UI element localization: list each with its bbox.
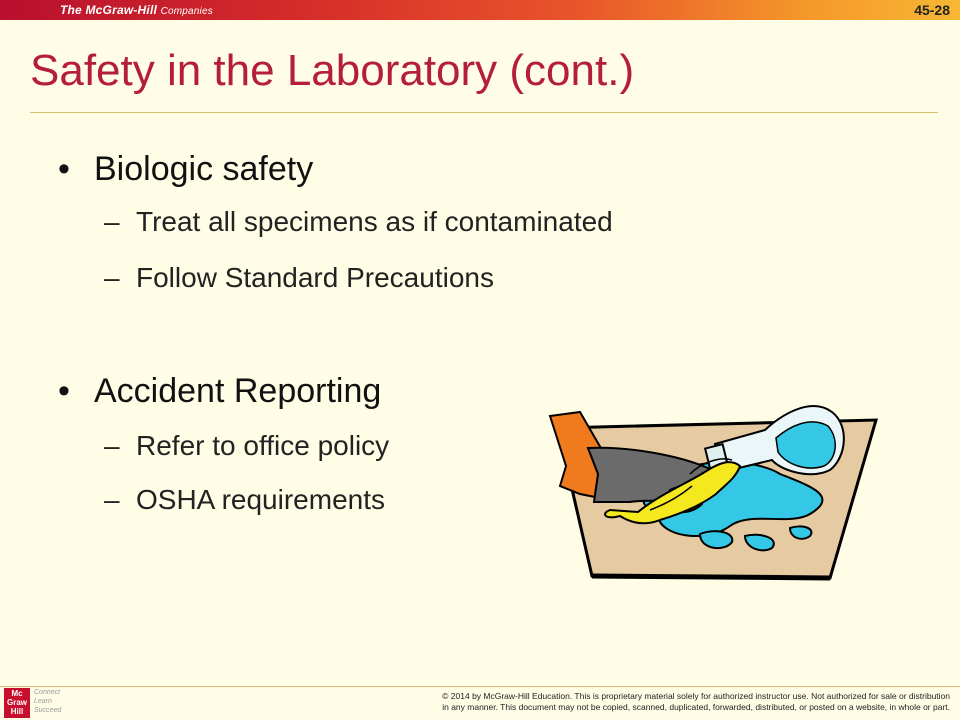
logo-tagline: Connect Learn Succeed <box>34 689 62 714</box>
slide-title: Safety in the Laboratory (cont.) <box>30 46 635 95</box>
slide-number: 45-28 <box>914 2 950 18</box>
bullet-item: • Accident Reporting <box>58 372 382 410</box>
bullet-item: • Biologic safety <box>58 150 314 188</box>
sub-bullet-item: – OSHA requirements <box>104 484 385 515</box>
title-divider <box>30 112 938 113</box>
header-bar <box>0 0 960 20</box>
sub-bullet-item: – Refer to office policy <box>104 430 390 461</box>
sub-bullet-item: – Treat all specimens as if contaminated <box>104 206 613 237</box>
brand-name: The McGraw-Hill Companies <box>60 3 213 17</box>
footer-divider <box>0 686 960 687</box>
sub-bullet-item: – Follow Standard Precautions <box>104 262 494 293</box>
publisher-logo: Mc Graw Hill <box>4 688 30 718</box>
copyright-notice: © 2014 by McGraw-Hill Education. This is proprietary material solely for authorized instructor use. Not authorized for sale or distribution in any manner. This document may not be copied, scanned, duplicated, forwarded, distributed, or posted on a website, in whole or part. <box>442 691 950 712</box>
spill-cleanup-illustration <box>540 386 880 582</box>
